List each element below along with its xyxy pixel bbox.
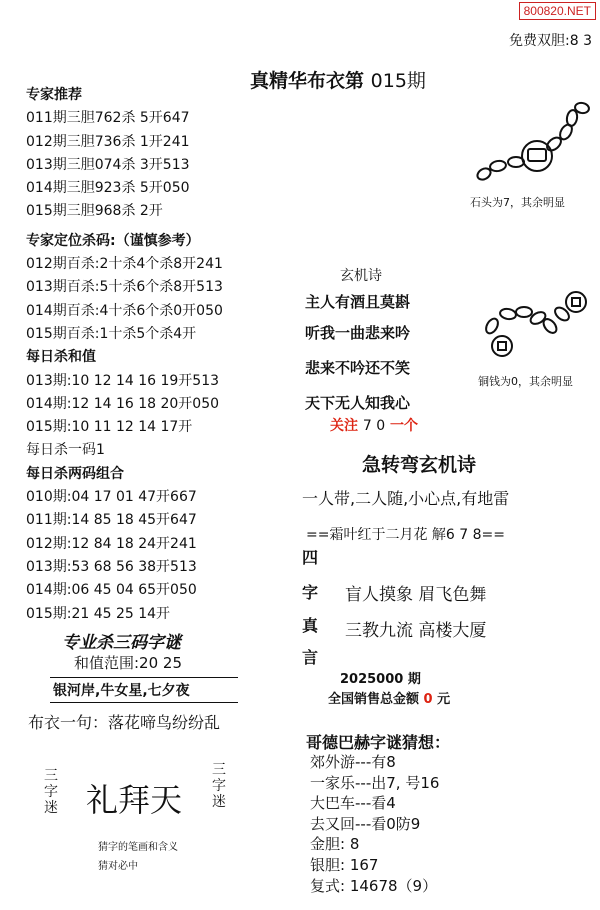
free-pair: 免费双胆:8 3 xyxy=(509,33,592,49)
list-item: 013期:10 12 14 16 19开513 xyxy=(26,372,220,389)
zimi-char: 字 xyxy=(44,784,58,800)
caption-coin: 铜钱为0，其余明显 xyxy=(478,375,573,388)
chain-coin-icon xyxy=(478,288,598,370)
poem-line: 主人有酒且莫斟 xyxy=(305,293,411,311)
expert-heading: 专家推荐 xyxy=(26,87,82,103)
site-watermark: 800820.NET xyxy=(519,2,596,20)
list-item: 郊外游---有8 xyxy=(310,753,396,771)
list-item: 大巴车---看4 xyxy=(310,794,396,813)
title-main: 真精华布衣第 xyxy=(250,70,365,92)
expert-section xyxy=(26,84,223,626)
sales-unit: 元 xyxy=(437,692,451,707)
poem-line: 听我一曲悲来吟 xyxy=(305,324,411,342)
follow-suffix: 一个 xyxy=(390,418,419,434)
buyi-sentence: 布衣一句：落花啼鸟纷纷乱 xyxy=(28,713,221,732)
position-heading: 专家定位杀码:（谨慎参考） xyxy=(26,232,200,249)
sum-range: 和值范围:20 25 xyxy=(74,654,182,672)
four-char-label: 言 xyxy=(302,648,319,667)
sales-issue: 2025000 期 xyxy=(340,672,421,687)
list-item: 012期百杀:2十杀4个杀8开241 xyxy=(26,256,223,273)
list-item: 015期百杀:1十杀5个杀4开 xyxy=(26,325,197,342)
list-item: 014期:12 14 16 18 20开050 xyxy=(26,395,220,412)
list-item: 011期:14 85 18 45开647 xyxy=(26,512,197,529)
poem-line: 天下无人知我心 xyxy=(305,394,411,412)
stars-line: 银河岸,牛女星,七夕夜 xyxy=(50,677,238,703)
follow-label: 关注 xyxy=(330,418,358,434)
list-item: 011期三胆762杀 5开647 xyxy=(26,110,190,127)
zimi-char: 三 xyxy=(212,762,226,778)
list-item: 复式: 14678（9） xyxy=(310,876,438,895)
poem-title: 玄机诗 xyxy=(340,268,382,284)
four-char-label: 真 xyxy=(302,616,319,635)
sales-text: 全国销售总金额 xyxy=(328,692,420,707)
caption-stone: 石头为7，其余明显 xyxy=(470,196,565,209)
guess-list xyxy=(310,752,439,896)
riddle-word: 礼拜天 xyxy=(86,781,183,819)
page-title xyxy=(250,66,426,93)
zimi-label-left xyxy=(44,768,58,816)
list-item: 金胆: 8 xyxy=(310,835,360,854)
title-issue: 015期 xyxy=(370,70,426,92)
list-item: 013期三胆074杀 3开513 xyxy=(26,156,190,173)
list-item: 013期:53 68 56 38开513 xyxy=(26,558,197,575)
follow-line xyxy=(330,415,418,435)
list-item: 013期百杀:5十杀6个杀8开513 xyxy=(26,279,223,296)
poem-line: 悲来不吟还不笑 xyxy=(305,359,411,377)
riddle-hint-2: 猜对必中 xyxy=(98,861,138,872)
list-item: 012期三胆736杀 1开241 xyxy=(26,133,190,150)
list-item: 010期:04 17 01 47开667 xyxy=(26,489,197,506)
riddle-poem-title: 急转弯玄机诗 xyxy=(362,454,477,476)
list-item: 015期:10 11 12 14 17开 xyxy=(26,419,193,436)
sales-line xyxy=(328,688,450,707)
zimi-char: 迷 xyxy=(44,800,58,816)
sum-heading: 每日杀和值 xyxy=(26,349,96,366)
phrase-line: 盲人摸象 眉飞色舞 xyxy=(345,585,487,605)
phrase-line: 三教九流 高楼大厦 xyxy=(345,621,487,641)
riddle-hint: 猜字的笔画和含义 xyxy=(98,842,178,853)
list-item: 012期:12 84 18 24开241 xyxy=(26,535,197,552)
frost-line: ==霜叶红于二月花 解6 7 8== xyxy=(306,527,505,543)
list-item: 去又回---看0防9 xyxy=(310,814,421,833)
list-item: 014期三胆923杀 5开050 xyxy=(26,180,190,197)
list-item: 014期百杀:4十杀6个杀0开050 xyxy=(26,302,223,319)
follow-number: 7 0 xyxy=(362,418,386,434)
list-item: 一家乐---出7, 号16 xyxy=(310,773,440,792)
sales-amount: 0 xyxy=(423,692,433,707)
riddle-poem-line: 一人带,二人随,小心点,有地雷 xyxy=(302,489,510,508)
zimi-char: 字 xyxy=(212,778,226,794)
zimi-label-right xyxy=(212,762,226,810)
list-item: 015期三胆968杀 2开 xyxy=(26,203,163,220)
one-code: 每日杀一码1 xyxy=(26,442,105,459)
slogan: 专业杀三码字谜 xyxy=(62,633,181,653)
zimi-char: 迷 xyxy=(212,794,226,810)
list-item: 014期:06 45 04 65开050 xyxy=(26,582,197,599)
goldbach-title: 哥德巴赫字谜猜想： xyxy=(306,733,451,752)
list-item: 银胆: 167 xyxy=(310,855,379,874)
list-item: 015期:21 45 25 14开 xyxy=(26,605,171,622)
four-char-label: 字 xyxy=(302,583,319,602)
four-char-label: 四 xyxy=(302,548,319,567)
chain-stone-icon xyxy=(472,98,597,188)
two-code-heading: 每日杀两码组合 xyxy=(26,465,124,482)
zimi-char: 三 xyxy=(44,768,58,784)
